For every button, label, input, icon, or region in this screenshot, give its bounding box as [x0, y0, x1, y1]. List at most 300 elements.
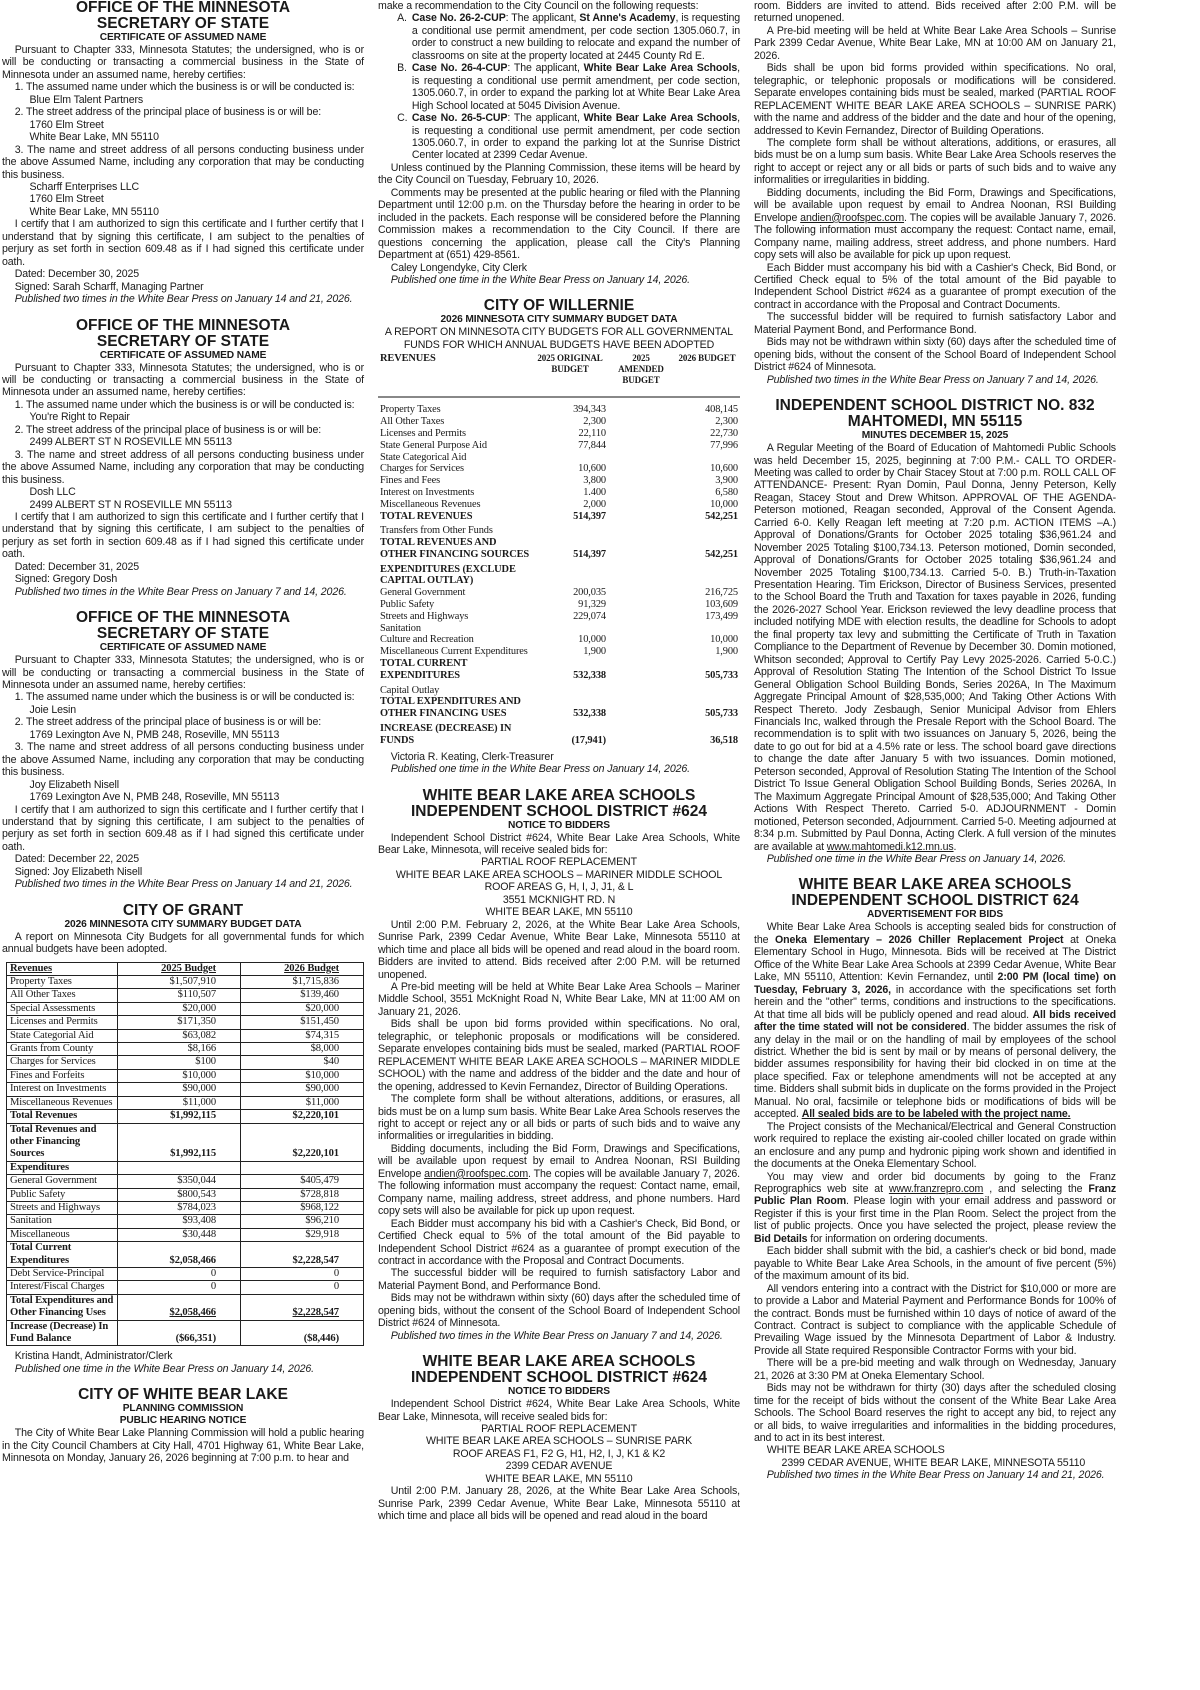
row-value: $1,992,115	[118, 1123, 241, 1161]
paragraph: 2. The street address of the principal place of business is or will be:	[14, 716, 322, 729]
row-value: 77,844	[578, 439, 606, 451]
paragraph: Dated: December 31, 2025	[14, 560, 140, 573]
paragraph: The successful bidder will be required to furnish satisfactory Labor and Material Payment Bond, and Performance Bond.	[754, 311, 1116, 336]
text-run: at Oneka Elementary School in Hugo, Minnesota. Bids will be received at The District Office of the White Bear Lake Area Schools at 2399 Cedar Avenue, White Bear Lake, MN 55110, Attention: Kevin Fernandez, until	[754, 933, 1116, 984]
row-value: $96,210	[241, 1215, 364, 1228]
row-value	[608, 587, 674, 599]
paragraph: Signed: Gregory Dosh	[14, 573, 118, 586]
address-line: 1769 Lexington Ave N, PMB 248, Roseville, MN 55113	[29, 791, 280, 804]
paragraph: Pursuant to Chapter 333, Minnesota Statutes; the undersigned, who is or will be conducting or transacting a commercial business in the State of Minnesota under an assumed name, hereby certifies:	[2, 654, 364, 692]
paragraph: Signed: Joy Elizabeth Nisell	[14, 865, 143, 878]
row-value: 0	[118, 1267, 241, 1280]
row-value	[532, 522, 608, 537]
centered-line: WHITE BEAR LAKE AREA SCHOOLS – MARINER MIDDLE SCHOOL	[395, 868, 723, 881]
publication-note: Published one time in the White Bear Press on January 14, 2026.	[390, 273, 690, 286]
table-row	[378, 611, 740, 623]
notice-label: ADVERTISEMENT FOR BIDS	[866, 909, 1004, 921]
table-row	[378, 463, 740, 475]
table-row	[378, 696, 740, 720]
row-value	[241, 1161, 364, 1174]
centered-line: WHITE BEAR LAKE AREA SCHOOLS – SUNRISE PARK	[425, 1435, 693, 1448]
table-row	[7, 1083, 364, 1096]
row-value: $350,044	[118, 1175, 241, 1188]
paragraph: 1. The assumed name under which the business is or will be conducted is:	[14, 691, 355, 704]
notice-subtitle: SECRETARY OF STATE	[96, 625, 270, 643]
row-label: TOTAL REVENUES AND OTHER FINANCING SOURCES	[380, 537, 530, 560]
table-row	[7, 989, 364, 1002]
column-header: 2025 AMENDED BUDGET	[608, 353, 674, 397]
row-value	[608, 646, 674, 658]
row-label: Miscellaneous Revenues	[380, 498, 481, 510]
row-value: 229,074	[573, 610, 606, 622]
row-value	[608, 696, 674, 720]
text-run: , is requesting a conditional use permit amendment, per code section 1305.060.7, in order to construct a new building to relocate and expand the number of classrooms on site at the property located at 2445 County Rd E.	[411, 12, 740, 62]
paragraph: The complete form shall be without alterations, additions, or erasures, all bids must be on a lump sum basis. White Bear Lake Area Schools reserves the right to accept or reject any or all bids or parts of such bids and to waive any informalities or irregularities in bidding.	[378, 1093, 740, 1143]
paragraph: Bids shall be upon bid forms provided within specifications. No oral, telegraphic, or telephonic proposals or modifications will be considered. Separate envelopes containing bids must be sealed, marked (PARTIAL ROOF REPLACEMENT WHITE BEAR LAKE AREA SCHOOLS – MARINER MIDDLE SCHOOL) with the name and address of the bidder and the date and hour of the opening, addressed to Kevin Fernandez, Director of Building Operations.	[378, 1018, 740, 1093]
notice-title: CITY OF WILLERNIE	[483, 297, 635, 315]
paragraph: I certify that I am authorized to sign this certificate and I further certify that I understand that by signing this certificate, I am subject to the penalties of perjury as set forth in section 609.48 as if I had signed this certificate under oath.	[2, 510, 364, 561]
centered-line: ROOF AREAS G, H, I, J, J1, & L	[484, 881, 634, 894]
row-value	[532, 452, 608, 464]
row-value	[608, 561, 674, 588]
table-header-row	[7, 962, 364, 975]
address-line: You're Right to Repair	[29, 411, 130, 424]
row-label: Total Expenditures and Other Financing Uses	[7, 1294, 118, 1320]
row-value: $90,000	[241, 1083, 364, 1096]
paragraph: Independent School District #624, White Bear Lake Area Schools, White Bear Lake, Minnesota, will receive sealed bids for:	[378, 831, 740, 856]
notice-title: INDEPENDENT SCHOOL DISTRICT NO. 832	[775, 397, 1095, 415]
paragraph: 1. The assumed name under which the business is or will be conducted is:	[14, 81, 355, 94]
row-value	[608, 487, 674, 499]
spacer	[2, 306, 364, 318]
row-value: 2,000	[583, 498, 606, 510]
notice-subtitle: MAHTOMEDI, MN 55115	[847, 413, 1023, 431]
publication-note: Published two times in the White Bear Press on January 7 and 14, 2026.	[766, 373, 1099, 386]
paragraph: Bids may not be withdrawn within sixty (60) days after the scheduled time of opening bids, without the consent of the School Board of Independent School District #624 of Minnesota.	[378, 1292, 740, 1330]
row-value: $93,408	[118, 1215, 241, 1228]
table-row	[7, 1294, 364, 1320]
paragraph: There will be a pre-bid meeting and walk through on Wednesday, January 21, 2026 at 3:30 PM at Oneka Elementary School.	[754, 1357, 1116, 1382]
publication-note: Published two times in the White Bear Press on January 14 and 21, 2026.	[14, 293, 353, 306]
notice-title: OFFICE OF THE MINNESOTA	[75, 316, 291, 334]
table-row	[378, 511, 740, 523]
row-label: Transfers from Other Funds	[380, 525, 493, 537]
row-label: All Other Taxes	[380, 416, 445, 428]
row-label: Expenditures	[7, 1161, 118, 1174]
column-header: 2025 Budget	[118, 962, 241, 975]
row-label: Grants from County	[7, 1043, 118, 1056]
text-run: : The applicant,	[505, 12, 580, 25]
row-label: State Categorial Aid	[7, 1029, 118, 1042]
row-label: Fines and Forfeits	[7, 1069, 118, 1082]
table-row	[378, 658, 740, 682]
list-marker: C.	[397, 112, 408, 125]
list-item	[378, 62, 740, 112]
table-row	[378, 397, 740, 416]
row-label: TOTAL CURRENT EXPENDITURES	[380, 658, 468, 681]
text-run: .	[953, 840, 957, 853]
row-value	[608, 522, 674, 537]
table-row	[378, 682, 740, 697]
budget-table-grant	[6, 962, 364, 1347]
row-value: $151,450	[241, 1016, 364, 1029]
row-value	[608, 397, 674, 416]
row-value	[674, 522, 740, 537]
table-row	[7, 1267, 364, 1280]
row-value: $784,023	[118, 1201, 241, 1214]
row-value: 216,725	[705, 587, 738, 599]
paragraph: I certify that I am authorized to sign this certificate and I further certify that I understand that by signing this certificate, I am subject to the penalties of perjury as set forth in section 609.48 as if I had signed this certificate under oath.	[2, 803, 364, 853]
row-value: $10,000	[241, 1069, 364, 1082]
row-value: $2,058,466	[118, 1294, 241, 1320]
budget-table-willernie	[378, 353, 740, 746]
notice-title: CITY OF WHITE BEAR LAKE	[78, 1386, 288, 1404]
row-label: EXPENDITURES (EXCLUDE CAPITAL OUTLAY)	[380, 563, 516, 587]
table-row	[378, 440, 740, 452]
text-run: White Bear Lake Area Schools is accepting sealed bids for construction of the	[754, 921, 1116, 946]
row-value	[608, 658, 674, 682]
column-3	[754, 0, 1116, 1523]
link-text[interactable]: www.mahtomedi.k12.mn.us	[826, 840, 954, 853]
centered-line: WHITE BEAR LAKE, MN 55110	[485, 1472, 633, 1485]
table-row	[378, 599, 740, 611]
notice-label: 2026 MINNESOTA CITY SUMMARY BUDGET DATA	[64, 918, 302, 930]
row-label: Culture and Recreation	[380, 634, 474, 646]
address-line: 2499 ALBERT ST N ROSEVILLE MN 55113	[29, 498, 232, 511]
spacer	[378, 776, 740, 788]
row-value: $11,000	[241, 1096, 364, 1109]
centered-line: 2399 CEDAR AVENUE	[505, 1460, 613, 1473]
bold-text: St Anne's Academy	[579, 12, 676, 25]
row-label: Public Safety	[7, 1188, 118, 1201]
row-value: $20,000	[118, 1002, 241, 1015]
row-label: Streets and Highways	[7, 1201, 118, 1214]
row-value: $1,992,115	[118, 1110, 241, 1123]
table-row	[7, 1056, 364, 1069]
row-value: 514,397	[573, 510, 606, 522]
text-run: . The copies will be available January 7, 2026. The following information must accompany the request: Contact name, email, Company name, mailing address, street address, and phone numbers. Hard copy sets will also be available for pick up upon request.	[754, 211, 1116, 262]
table-row	[378, 475, 740, 487]
row-value: $90,000	[118, 1083, 241, 1096]
row-value: 36,518	[710, 734, 738, 746]
row-value: ($66,351)	[118, 1320, 241, 1346]
table-row	[7, 1215, 364, 1228]
row-value: $1,715,836	[241, 976, 364, 989]
row-label: Debt Service-Principal	[7, 1267, 118, 1280]
row-value	[608, 682, 674, 697]
row-label: General Government	[380, 587, 466, 599]
list-item-text	[412, 12, 740, 62]
notice-subtitle: SECRETARY OF STATE	[96, 332, 270, 350]
row-value: $30,448	[118, 1228, 241, 1241]
row-value: $405,479	[241, 1175, 364, 1188]
address-line: 1769 Lexington Ave N, PMB 248, Roseville, MN 55113	[29, 728, 280, 741]
row-label: Licenses and Permits	[7, 1016, 118, 1029]
paragraph: I certify that I am authorized to sign this certificate and I further certify that I understand that by signing this certificate, I am subject to the penalties of perjury as set forth in section 609.48 as if I had signed this certificate under oath.	[2, 218, 364, 268]
paragraph: A Pre-bid meeting will be held at White Bear Lake Area Schools – Sunrise Park 2399 Cedar Avenue, White Bear Lake, MN at 10:00 AM on January 21, 2026.	[754, 24, 1116, 62]
centered-line: ROOF AREAS F1, F2 G, H1, H2, I, J, K1 & K2	[452, 1447, 666, 1460]
list-marker: A.	[397, 12, 407, 25]
bold-text: Oneka Elementary – 2026 Chiller Replacement Project	[775, 933, 1064, 946]
table-row	[378, 416, 740, 428]
paragraph	[754, 1171, 1116, 1246]
link-text[interactable]: andien@roofspec.com	[424, 1167, 529, 1180]
row-value: 6,580	[715, 486, 738, 498]
table-header-row	[378, 353, 740, 397]
address-line: Blue Elm Talent Partners	[29, 93, 144, 106]
row-label: Charges for Services	[380, 463, 464, 475]
row-label: Fines and Fees	[380, 475, 441, 487]
table-row	[378, 499, 740, 511]
row-value: 394,343	[573, 404, 606, 416]
row-label: State Categorical Aid	[380, 451, 467, 463]
row-label: Public Safety	[380, 599, 435, 611]
list-item	[378, 12, 740, 62]
row-value: $8,000	[241, 1043, 364, 1056]
row-value: $800,543	[118, 1188, 241, 1201]
paragraph: Until 2:00 P.M. February 2, 2026, at the White Bear Lake Area Schools, Sunrise Park, 2399 Cedar Avenue, White Bear Lake, Minnesota 55110 at which time and place all bids will be opened and read aloud in the board room. Bidders are invited to attend. Bids received after 2:00 P.M. will be returned unopened.	[378, 918, 740, 981]
table-row	[7, 1228, 364, 1241]
text-run: , and selecting the	[983, 1182, 1089, 1195]
row-value	[608, 475, 674, 487]
notice-title: CITY OF GRANT	[122, 901, 244, 919]
bold-text: All sealed bids are to be labeled with the project name.	[801, 1108, 1071, 1121]
notice-title: OFFICE OF THE MINNESOTA	[75, 0, 291, 16]
notice-title: WHITE BEAR LAKE AREA SCHOOLS	[422, 1353, 696, 1371]
row-value	[608, 416, 674, 428]
row-label: Special Assessments	[7, 1002, 118, 1015]
paragraph: A report on Minnesota City Budgets for all governmental funds for which annual budgets have been adopted.	[2, 930, 364, 956]
publication-note: Published one time in the White Bear Press on January 14, 2026.	[766, 853, 1066, 865]
row-label: Total Revenues and other Financing Sources	[7, 1123, 118, 1161]
table-row	[7, 1029, 364, 1042]
row-value: 10,000	[710, 634, 738, 646]
row-label: Interest on Investments	[7, 1083, 118, 1096]
column-header: 2026 Budget	[241, 962, 364, 975]
row-value: $2,220,101	[241, 1110, 364, 1123]
row-value	[608, 511, 674, 523]
paragraph: room. Bidders are invited to attend. Bids received after 2:00 P.M. will be returned unopened.	[754, 0, 1116, 25]
paragraph: Caley Longendyke, City Clerk	[390, 261, 527, 274]
bold-text: All bids received after the time stated will not be considered	[754, 1008, 1116, 1034]
paragraph: Bids shall be upon bid forms provided within specifications. No oral, telegraphic, or telephonic proposals or modifications will be considered. Separate envelopes containing bids must be sealed, marked (PARTIAL ROOF REPLACEMENT WHITE BEAR LAKE AREA SCHOOLS – SUNRISE PARK) with the name and address of the bidder and the date and hour of the opening, addressed to Kevin Fernandez, Director of Building Operations.	[754, 62, 1116, 137]
paragraph: 3. The name and street address of all persons conducting business under the above Assumed Name, including any corporation that may be conducting this business.	[2, 143, 364, 181]
table-row	[7, 1201, 364, 1214]
paragraph: 3. The name and street address of all persons conducting business under the above Assumed Name, including any corporation that may be conducting this business.	[2, 741, 364, 779]
paragraph	[378, 1143, 740, 1218]
row-value	[608, 537, 674, 561]
row-label: Total Revenues	[7, 1110, 118, 1123]
paragraph: Comments may be presented at the public hearing or filed with the Planning Department until 12:00 p.m. on the Thursday before the hearing in order to be included in the packets. Each response will be considered before the Planning Commission makes a recommendation to the City Council. If there are questions concerning the application, please call the City's Planning Department at (651) 429-8561.	[378, 186, 740, 262]
publication-note: Published one time in the White Bear Press on January 14, 2026.	[390, 763, 690, 776]
notice-label: CERTIFICATE OF ASSUMED NAME	[99, 642, 267, 654]
list-item	[378, 112, 740, 162]
table-row	[7, 1281, 364, 1294]
notice-subtitle: SECRETARY OF STATE	[96, 15, 270, 32]
address-line: 2499 ALBERT ST N ROSEVILLE MN 55113	[29, 436, 232, 449]
row-value: 0	[241, 1267, 364, 1280]
row-value: 0	[241, 1281, 364, 1294]
row-value	[674, 623, 740, 635]
paragraph: 2. The street address of the principal place of business is or will be:	[14, 106, 322, 119]
row-value: 2,300	[583, 416, 606, 428]
row-value: 200,035	[573, 587, 606, 599]
text-run: You may view and order bid documents by going to the Franz Reprographics web site at	[754, 1170, 1116, 1195]
row-value: (17,941)	[571, 734, 606, 746]
row-label: INCREASE (DECREASE) IN FUNDS	[380, 723, 512, 746]
table-row	[7, 1069, 364, 1082]
row-value	[608, 634, 674, 646]
address-line: White Bear Lake, MN 55110	[29, 131, 159, 144]
notice-title: WHITE BEAR LAKE AREA SCHOOLS	[798, 876, 1072, 894]
row-value: $20,000	[241, 1002, 364, 1015]
notice-label: MINUTES DECEMBER 15, 2025	[861, 430, 1009, 442]
row-value: $2,228,547	[241, 1294, 364, 1320]
row-value: $8,166	[118, 1043, 241, 1056]
row-value: 3,800	[583, 475, 606, 487]
text-run: A Regular Meeting of the Board of Education of Mahtomedi Public Schools was held December 15, 2025, beginning at 7:00 P.M.- CALL TO ORDER- Meeting was called to order by Chair Stacey Stout at 7:00 p.m. ROLL CALL OF ATTENDANCE- Present: Ryan Domin, Paul Donna, Jenny Peterson, Kelly Reagan, Stacey Stout and Drew Whitson. APPROVAL OF THE AGENDA- Peterson motioned, Reagan seconded, Approval of the Consent Agenda. Carried 6-0. Kelly Reagan left meeting at 7:20 p.m. ACTION ITEMS –A.) Approval of Donations/Grants for October 2025 totaling $36,961.24 and November 2025 Totaling $100,734.13. Peterson motioned, Domin seconded, Approval of Donations/Grants for October 2025 totaling $36,961.24 and November 2025 Totaling $100,734.13. Carried 5-0. B.) Truth-in-Taxation Presentation Hearing. Tim Erickson, Director of Business Services, presented to the School Board the Truth and Taxation for taxes payable in 2026, funding the 2026-2027 School Year. Erickson reviewed the levy deadline process that included notifying MDE with election results, the deadline for Schools to adopt the final property tax levy and submitting the Certificate of Truth in Taxation Compliance to the Department of Revenue by December 30. Domin motioned, Whitson seconded; Approval to Certify Pay Levy 2025-2026. Carried 5-0.C.) Approval of Resolution Stating The Intention of the School District To Issue General Obligation School Building Bonds, Series 2026A, In The Maximum Aggregate Principal Amount of $28,535,000; And Taking Other Actions With Respect Thereto. Jody Zesbaugh, Senior Municipal Advisor from Ehlers Financials Inc, walked through the Presale Report with the School Board. The recommendation is to split with two issuances on January 5, 2026, being the date to go out for bid at a 4.5% rate or less. The school board gave directions to change the date after January 5 with two issuances. Domin motioned, Peterson seconded, Approval of Resolution Stating The Intention of the School District To Issue General Obligation School Building Bonds, Series 2026A, In The Maximum Aggregate Principal Amount of $28,535,000; And Taking Other Actions With Respect Thereto. Carried 5-0. ADJOURNMENT - Domin motioned, Peterson seconded, Adjournment. Carried 5-0. Meeting adjourned at 8:34 p.m. Submitted by Paul Donna, Acting Clerk. A full version of the minutes are available at	[754, 442, 1116, 853]
link-text[interactable]: andien@roofspec.com	[800, 211, 905, 224]
row-label: TOTAL EXPENDITURES AND OTHER FINANCING USES	[380, 696, 521, 720]
notice-label: PLANNING COMMISSION	[122, 1403, 244, 1415]
table-row	[378, 522, 740, 537]
row-value: $2,228,547	[241, 1242, 364, 1268]
centered-line: PARTIAL ROOF REPLACEMENT	[481, 856, 637, 869]
column-header: REVENUES	[378, 353, 532, 397]
row-label: State General Purpose Aid	[380, 439, 487, 451]
table-row	[7, 1188, 364, 1201]
table-row	[378, 623, 740, 635]
row-label: Charges for Services	[7, 1056, 118, 1069]
table-row	[7, 1043, 364, 1056]
table-row	[378, 452, 740, 464]
table-row	[7, 1175, 364, 1188]
row-value: ($8,446)	[241, 1320, 364, 1346]
table-row	[378, 561, 740, 588]
link-text[interactable]: www.franzrepro.com	[888, 1182, 984, 1195]
row-value: $100	[118, 1056, 241, 1069]
paragraph: Each bidder shall submit with the bid, a cashier's check or bid bond, made payable to White Bear Lake Area Schools, in the amount of five percent (5%) of the maximum amount of its bid.	[754, 1245, 1116, 1283]
row-value: $29,918	[241, 1228, 364, 1241]
paragraph: Dated: December 30, 2025	[14, 268, 140, 281]
text-run: : The applicant,	[507, 112, 584, 125]
row-value	[674, 682, 740, 697]
paragraph: The complete form shall be without alterations, additions, or erasures, all bids must be on a lump sum basis. White Bear Lake Area Schools reserves the right to accept or reject any or all bids or parts of such bids and to waive any informalities or irregularities in bidding.	[754, 136, 1116, 187]
notice-subtitle: INDEPENDENT SCHOOL DISTRICT #624	[411, 802, 707, 820]
paragraph: The City of White Bear Lake Planning Commission will hold a public hearing in the City Council Chambers at City Hall, 4701 Highway 61, White Bear Lake, Minnesota on Monday, January 26, 2026 beginning at 7:00 p.m. to hear and	[2, 1427, 364, 1465]
row-value	[608, 611, 674, 623]
table-row	[378, 646, 740, 658]
row-value: $2,220,101	[241, 1123, 364, 1161]
paragraph: Each Bidder must accompany his bid with a Cashier's Check, Bid Bond, or Certified Check equal to 5% of the total amount of the Bid payable to Independent School District #624 as a guarantee of prompt execution of the contract in accordance with the Proposal and Contract Documents.	[754, 261, 1116, 311]
publication-note: Published two times in the White Bear Press on January 14 and 21, 2026.	[14, 878, 353, 891]
paragraph: 2. The street address of the principal place of business is or will be:	[14, 423, 322, 436]
row-value	[608, 463, 674, 475]
row-value: $10,000	[118, 1069, 241, 1082]
row-label: Sanitation	[7, 1215, 118, 1228]
row-value	[608, 440, 674, 452]
text-run: Bidding documents, including the Bid Form, Drawings and Specifications, will be available upon request by email to Andrea Noonan, RSI Building Envelope	[754, 186, 1116, 224]
row-label: Miscellaneous Current Expenditures	[380, 646, 528, 658]
paragraph: The Project consists of the Mechanical/Electrical and General Construction work required to replace the existing air-cooled chiller located on grade within an enclosure and any pump and hydronic piping work shown and identified in the documents at the Oneka Elementary School.	[754, 1120, 1116, 1171]
column-header: 2025 ORIGINAL BUDGET	[532, 353, 608, 397]
row-value: 3,900	[715, 475, 738, 487]
bold-text: White Bear Lake Area Schools	[583, 112, 738, 125]
row-value: $63,082	[118, 1029, 241, 1042]
row-value: 10,000	[710, 498, 738, 510]
notice-title: WHITE BEAR LAKE AREA SCHOOLS	[422, 786, 696, 804]
row-value: $1,507,910	[118, 976, 241, 989]
row-value: $171,350	[118, 1016, 241, 1029]
spacer	[2, 891, 364, 903]
address-line: 2399 CEDAR AVENUE, WHITE BEAR LAKE, MINNESOTA 55110	[781, 1456, 1086, 1469]
paragraph: 3. The name and street address of all persons conducting business under the above Assumed Name, including any corporation that may be conducting this business.	[2, 448, 364, 486]
bold-text: Case No. 26-5-CUP	[411, 112, 508, 125]
row-value: $728,818	[241, 1188, 364, 1201]
notice-title: OFFICE OF THE MINNESOTA	[75, 609, 291, 627]
row-label: All Other Taxes	[7, 989, 118, 1002]
publication-note: Published two times in the White Bear Press on January 7 and 14, 2026.	[14, 585, 347, 598]
list-item-text	[412, 62, 740, 112]
list-marker: B.	[397, 62, 407, 75]
paragraph: Unless continued by the Planning Commission, these items will be heard by the City Council on Tuesday, February 10, 2026.	[378, 161, 740, 187]
notice-label: NOTICE TO BIDDERS	[508, 1386, 610, 1398]
publication-note: Published one time in the White Bear Press on January 14, 2026.	[14, 1362, 314, 1375]
row-label: Increase (Decrease) In Fund Balance	[7, 1320, 118, 1346]
row-label: Capital Outlay	[380, 684, 440, 696]
row-value: 1.400	[583, 486, 606, 498]
row-value: 514,397	[573, 548, 606, 560]
paragraph	[754, 921, 1116, 1120]
row-value	[608, 623, 674, 635]
row-label: Miscellaneous Revenues	[7, 1096, 118, 1109]
text-run: . The copies will be available January 7, 2026. The following information must accompany the request: Contact name, email, Company name, mailing address, street address, and phone numbers. Hard copy sets will also be available for pick up upon request.	[378, 1167, 740, 1218]
paragraph: Bids may not be withdrawn within sixty (60) days after the scheduled time of opening bids, without the consent of the School Board of Independent School District #624 of Minnesota.	[754, 336, 1116, 374]
paragraph: WHITE BEAR LAKE AREA SCHOOLS	[766, 1444, 945, 1457]
row-value: 532,338	[573, 669, 606, 681]
list-item-text	[412, 112, 740, 162]
column-header: 2026 BUDGET	[674, 353, 740, 397]
centered-line: 3551 MCKNIGHT RD. N	[502, 893, 616, 906]
paragraph: Each Bidder must accompany his bid with a Cashier's Check, Bid Bond, or Certified Check equal to 5% of the total amount of the Bid payable to Independent School District #624 as a guarantee of prompt execution of the contract in accordance with the Proposal and Contract Documents.	[378, 1217, 740, 1267]
address-line: Joie Lesin	[29, 703, 77, 716]
notice-subtitle: INDEPENDENT SCHOOL DISTRICT #624	[411, 1369, 707, 1387]
row-value: 91,329	[578, 599, 606, 611]
table-row	[7, 1161, 364, 1174]
text-run: . The bidder assumes the risk of any delay in the mail or on the handling of mail by employees of the school district. Whether the bid is sent by mail or by means of personal delivery, the bidder assumes responsibility for having their bid clocked in on time at the place specified. Fax or telephone amendments will not be accepted at any time. Bidders shall submit bids in duplicate on the forms provided in the Project Manual. No oral, facsimile or telephone bids or modifications of bids will be accepted.	[754, 1021, 1116, 1121]
address-line: White Bear Lake, MN 55110	[29, 205, 159, 218]
row-value: $110,507	[118, 989, 241, 1002]
table-row	[7, 1110, 364, 1123]
text-run: in accordance with the specifications set forth herein and the "other" terms, conditions and instructions to the specifications. At that time all bids will be publicly opened and read aloud.	[754, 983, 1116, 1021]
paragraph: Pursuant to Chapter 333, Minnesota Statutes; the undersigned, who is or will be conducting or transacting a commercial business in the State of Minnesota under an assumed name, hereby certifies:	[2, 361, 364, 399]
column-header: Revenues	[7, 962, 118, 975]
row-label: Licenses and Permits	[380, 427, 466, 439]
notice-label: 2026 MINNESOTA CITY SUMMARY BUDGET DATA	[440, 314, 678, 326]
paragraph: Independent School District #624, White Bear Lake Area Schools, White Bear Lake, Minnesota, will receive sealed bids for:	[378, 1398, 740, 1423]
paragraph: All vendors entering into a contract with the District for $10,000 or more are to provide a Labor and Material Payment and Performance Bonds for 100% of the contract. Bonds must be furnished within 10 days of notice of award of the Contract. Contract is subject to compliance with the applicable Schedule of Prevailing Wage issued by the Minnesota Department of Labor & Industry. Provide all State required Responsible Contractor Forms with your bid.	[754, 1282, 1116, 1357]
row-value	[532, 623, 608, 635]
text-run: for information on ordering documents.	[807, 1232, 988, 1245]
bold-text: Case No. 26-4-CUP	[411, 62, 508, 75]
row-value: 77,996	[710, 439, 738, 451]
row-value: 10,600	[710, 463, 738, 475]
row-value: $2,058,466	[118, 1242, 241, 1268]
row-value: 10,600	[578, 463, 606, 475]
text-run: , is requesting a conditional use permit amendment, per code section, 1305.060.7, in order to expand the parking lot at White Bear Lake Area High School located at 5045 Division Avenue.	[411, 62, 740, 112]
bold-text: Bid Details	[754, 1232, 808, 1245]
row-value: 173,499	[705, 610, 738, 622]
